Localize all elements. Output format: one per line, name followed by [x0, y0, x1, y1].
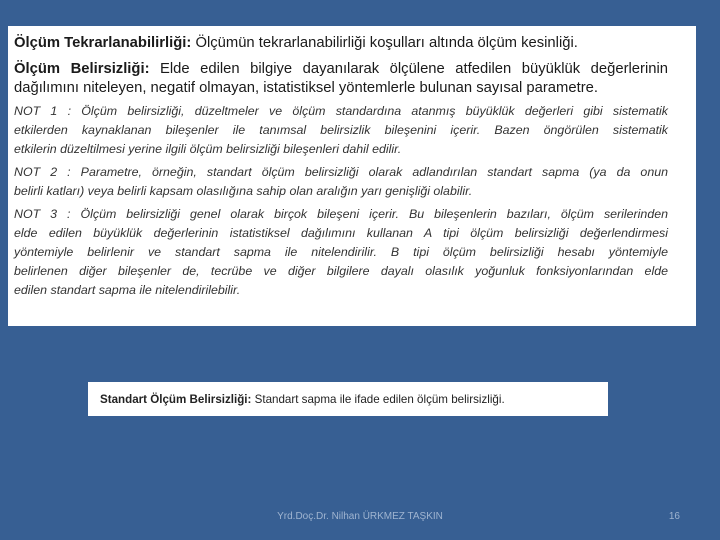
standard-uncertainty-definition — [100, 393, 596, 407]
standard-uncertainty-term: Standart Ölçüm Belirsizliği: — [100, 393, 252, 406]
uncertainty-term: Ölçüm Belirsizliği: — [14, 61, 150, 77]
uncertainty-definition-line-1 — [14, 60, 668, 79]
note-3-line-5: edilen standart sapma ile nitelendirilebilir. — [14, 283, 241, 297]
repeatability-text: Ölçümün tekrarlanabilirliği koşulları altında ölçüm kesinliği. — [191, 35, 578, 51]
standard-uncertainty-text: Standart sapma ile ifade edilen ölçüm belirsizliği. — [251, 393, 505, 406]
definition-panel — [8, 26, 696, 326]
footer-author: Yrd.Doç.Dr. Nilhan ÜRKMEZ TAŞKIN — [277, 511, 443, 522]
note-1-line-3: etkilerin düzeltilmesi yerine ilgili ölçüm belirsizliği bileşenleri dahil edilir. — [14, 142, 402, 156]
uncertainty-definition-line-2: dağılımını niteleyen, negatif olmayan, istatistiksel yöntemlerle bulunan sayısal parametre. — [14, 80, 598, 96]
note-3-line-1: NOT 3 : Ölçüm belirsizliği genel olarak birçok bileşeni içerir. Bu bileşenlerin bazıları, ölçüm serilerinden — [14, 207, 668, 221]
note-3-line-3: yöntemiyle belirlenir ve standart sapma ile nitelendirilir. B tipi ölçüm belirsizliği hesabı yöntemiyle — [14, 245, 668, 259]
page-number: 16 — [668, 511, 680, 522]
note-1-line-1: NOT 1 : Ölçüm belirsizliği, düzeltmeler ve ölçüm standardına atanmış büyüklük değerleri gibi sistematik — [14, 104, 668, 118]
repeatability-term: Ölçüm Tekrarlanabilirliği: — [14, 35, 192, 51]
note-3-line-2: elde edilen büyüklük değerlerinin istatistiksel dağılımını kullanan A tipi ölçüm belirsizliği değerlendirmesi — [14, 226, 668, 240]
note-2-line-1: NOT 2 : Parametre, örneğin, standart ölçüm belirsizliği olarak adlandırılan standart sapma (ya da onun — [14, 165, 668, 179]
uncertainty-text-1: Elde edilen bilgiye dayanılarak ölçülene atfedilen büyüklük değerlerinin — [149, 61, 668, 77]
note-3-line-4: belirlenen diğer bileşenler de, tecrübe ve diğer bilgilere dayalı olasılık yoğunluk fonksiyonlarından elde — [14, 264, 668, 278]
repeatability-definition — [14, 34, 668, 53]
note-2-line-2: belirli katları) veya belirli kapsam olasılığına sahip olan aralığın yarı genişliği olabilir. — [14, 184, 473, 198]
note-1-line-2: etkilerden kaynaklanan bileşenler ile tanımsal belirsizlik bileşenini içerir. Bazen öngörülen sistematik — [14, 123, 668, 137]
standard-uncertainty-panel — [88, 382, 608, 416]
